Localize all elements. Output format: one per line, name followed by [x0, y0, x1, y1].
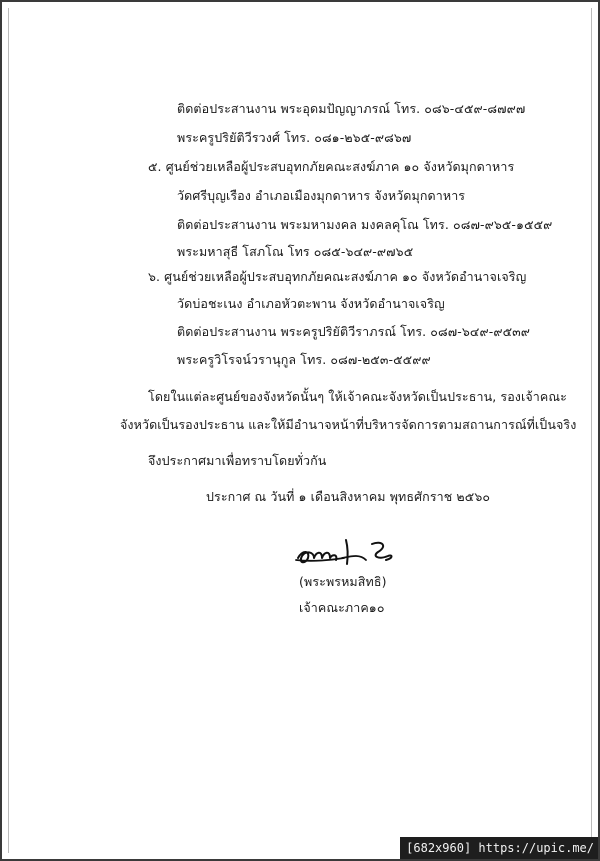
- contact-line-4a: ติดต่อประสานงาน พระอุดมปัญญาภรณ์ โทร. ๐๘๖-๔๕๙-๘๗๙๗: [177, 101, 526, 116]
- signer-title: เจ้าคณะภาค๑๐: [299, 600, 385, 615]
- center-5-location: วัดศรีบุญเรือง อำเภอเมืองมุกดาหาร จังหวัดมุกดาหาร: [177, 188, 466, 203]
- center-6-contact-b: พระครูวิโรจน์วรานุกูล โทร. ๐๘๗-๒๕๓-๕๕๙๙: [177, 352, 431, 367]
- handwritten-signature: [292, 536, 402, 570]
- body-paragraph-line-1: โดยในแต่ละศูนย์ของจังหวัดนั้นๆ ให้เจ้าคณะจังหวัดเป็นประธาน, รองเจ้าคณะ: [148, 389, 567, 404]
- announcement-date: ประกาศ ณ วันที่ ๑ เดือนสิงหาคม พุทธศักราช ๒๕๖๐: [206, 489, 491, 504]
- center-6-contact-a: ติดต่อประสานงาน พระครูปริยัติวีราภรณ์ โทร. ๐๘๗-๖๔๙-๙๕๓๙: [177, 324, 531, 339]
- contact-line-4b: พระครูปริยัติวีรวงศ์ โทร. ๐๘๑-๒๖๕-๙๘๖๗: [177, 130, 412, 145]
- center-5-heading: ๕. ศูนย์ช่วยเหลือผู้ประสบอุทกภัยคณะสงฆ์ภาค ๑๐ จังหวัดมุกดาหาร: [148, 159, 515, 174]
- center-5-contact-a: ติดต่อประสานงาน พระมหามงคล มงคลคุโณ โทร. ๐๘๗-๙๖๕-๑๕๕๙: [177, 217, 553, 232]
- announcement-closing: จึงประกาศมาเพื่อทราบโดยทั่วกัน: [148, 453, 327, 468]
- watermark-label: [682x960] https://upic.me/: [400, 837, 598, 859]
- body-paragraph-line-2: จังหวัดเป็นรองประธาน และให้มีอำนาจหน้าที่บริหารจัดการตามสถานการณ์ที่เป็นจริง: [120, 417, 577, 432]
- signer-name: (พระพรหมสิทธิ): [299, 574, 387, 589]
- center-6-location: วัดบ่อชะเนง อำเภอหัวตะพาน จังหวัดอำนาจเจริญ: [177, 296, 445, 311]
- center-5-contact-b: พระมหาสุธี โสภโณ โทร ๐๘๕-๖๔๙-๙๗๖๕: [177, 244, 414, 259]
- center-6-heading: ๖. ศูนย์ช่วยเหลือผู้ประสบอุทกภัยคณะสงฆ์ภาค ๑๐ จังหวัดอำนาจเจริญ: [148, 269, 527, 284]
